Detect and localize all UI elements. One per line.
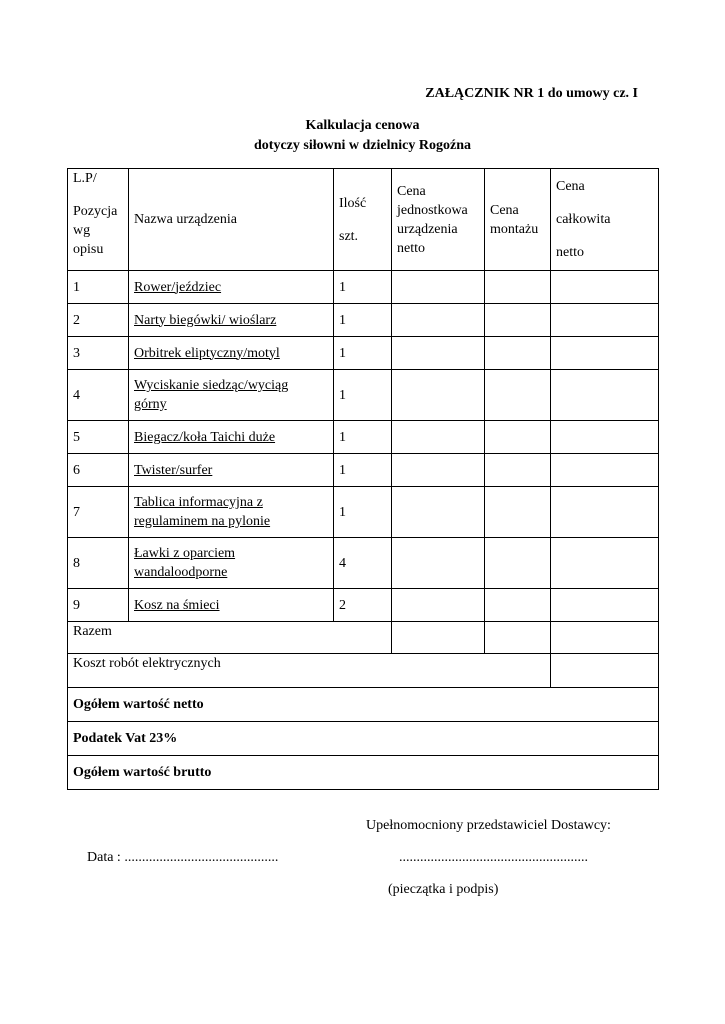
row-qty: 1: [334, 370, 392, 421]
gross-total-row: [68, 756, 659, 790]
date-field: Data : ............................................: [87, 850, 279, 865]
header-install-price: Cena montażu: [485, 169, 551, 271]
device-name-line: regulaminem na pylonie: [134, 514, 271, 529]
row-unit-price-cell[interactable]: [392, 337, 485, 370]
table-row: [68, 589, 659, 622]
document-title: Kalkulacja cenowa: [305, 118, 420, 133]
row-total-price-cell[interactable]: [551, 337, 659, 370]
row-install-price-cell[interactable]: [485, 487, 551, 538]
attachment-heading: ZAŁĄCZNIK NR 1 do umowy cz. I: [425, 86, 638, 101]
row-device-name: [129, 589, 334, 622]
device-name-line: Narty biegówki/ wioślarz: [134, 312, 277, 328]
row-device-name: [129, 487, 334, 538]
net-total-label: Ogółem wartość netto: [68, 688, 659, 722]
row-qty: 2: [334, 589, 392, 622]
device-name-line: Twister/surfer: [134, 462, 213, 478]
table-header-row: [68, 169, 659, 271]
row-device-name: [129, 370, 334, 421]
row-unit-price-cell[interactable]: [392, 589, 485, 622]
table-row: [68, 538, 659, 589]
sum-install-cell[interactable]: [485, 622, 551, 654]
row-total-price-cell[interactable]: [551, 271, 659, 304]
row-unit-price-cell[interactable]: [392, 421, 485, 454]
table-row: [68, 304, 659, 337]
table-row: [68, 337, 659, 370]
vat-row: [68, 722, 659, 756]
net-total-row: [68, 688, 659, 722]
sum-label: Razem: [68, 622, 392, 654]
row-device-name: [129, 421, 334, 454]
row-install-price-cell[interactable]: [485, 538, 551, 589]
price-calculation-table: [67, 168, 659, 790]
sum-total-cell[interactable]: [551, 622, 659, 654]
row-install-price-cell[interactable]: [485, 421, 551, 454]
row-qty: 1: [334, 337, 392, 370]
device-name-line: Wyciskanie siedząc/wyciąg: [134, 378, 289, 393]
representative-label: Upełnomocniony przedstawiciel Dostawcy:: [366, 818, 611, 833]
electrical-label: Koszt robót elektrycznych: [68, 654, 551, 688]
device-name-line: wandaloodporne: [134, 565, 228, 580]
row-qty: 1: [334, 271, 392, 304]
row-lp: 2: [68, 304, 129, 337]
header-qty: Ilość szt.: [334, 169, 392, 271]
row-total-price-cell[interactable]: [551, 538, 659, 589]
header-unit-price: Cena jednostkowa urządzenia netto: [392, 169, 485, 271]
row-lp: 5: [68, 421, 129, 454]
row-device-name: [129, 271, 334, 304]
device-name-line: Kosz na śmieci: [134, 597, 220, 613]
row-install-price-cell[interactable]: [485, 271, 551, 304]
row-total-price-cell[interactable]: [551, 589, 659, 622]
row-total-price-cell[interactable]: [551, 487, 659, 538]
sum-unit-cell[interactable]: [392, 622, 485, 654]
document-subtitle: dotyczy siłowni w dzielnicy Rogoźna: [254, 138, 471, 153]
table-row: [68, 487, 659, 538]
row-install-price-cell[interactable]: [485, 454, 551, 487]
row-qty: 1: [334, 454, 392, 487]
row-unit-price-cell[interactable]: [392, 271, 485, 304]
row-total-price-cell[interactable]: [551, 370, 659, 421]
row-device-name: [129, 304, 334, 337]
sum-row: [68, 622, 659, 654]
row-lp: 1: [68, 271, 129, 304]
row-unit-price-cell[interactable]: [392, 304, 485, 337]
row-unit-price-cell[interactable]: [392, 487, 485, 538]
row-unit-price-cell[interactable]: [392, 538, 485, 589]
table-row: [68, 454, 659, 487]
device-name-line: górny: [134, 397, 167, 412]
device-name-line: Ławki z oparciem: [134, 546, 236, 561]
row-install-price-cell[interactable]: [485, 304, 551, 337]
row-qty: 1: [334, 487, 392, 538]
row-lp: 7: [68, 487, 129, 538]
row-device-name: [129, 454, 334, 487]
header-lp: L.P/ Pozycja wg opisu: [68, 169, 129, 271]
row-total-price-cell[interactable]: [551, 304, 659, 337]
row-unit-price-cell[interactable]: [392, 454, 485, 487]
row-qty: 1: [334, 421, 392, 454]
row-lp: 3: [68, 337, 129, 370]
gross-total-label: Ogółem wartość brutto: [68, 756, 659, 790]
row-device-name: [129, 337, 334, 370]
device-name-line: Orbitrek eliptyczny/motyl: [134, 345, 280, 361]
row-lp: 9: [68, 589, 129, 622]
table-row: [68, 271, 659, 304]
row-total-price-cell[interactable]: [551, 421, 659, 454]
row-total-price-cell[interactable]: [551, 454, 659, 487]
vat-label: Podatek Vat 23%: [68, 722, 659, 756]
signature-line: ......................................................: [399, 850, 588, 865]
table-row: [68, 421, 659, 454]
device-name-line: Biegacz/koła Taichi duże: [134, 429, 276, 445]
row-lp: 6: [68, 454, 129, 487]
electrical-row: [68, 654, 659, 688]
row-device-name: [129, 538, 334, 589]
row-lp: 4: [68, 370, 129, 421]
row-unit-price-cell[interactable]: [392, 370, 485, 421]
device-name-line: Rower/jeździec: [134, 279, 222, 295]
electrical-value-cell[interactable]: [551, 654, 659, 688]
row-install-price-cell[interactable]: [485, 589, 551, 622]
device-name-line: Tablica informacyjna z: [134, 495, 263, 510]
row-lp: 8: [68, 538, 129, 589]
stamp-label: (pieczątka i podpis): [388, 882, 499, 897]
row-qty: 4: [334, 538, 392, 589]
row-install-price-cell[interactable]: [485, 337, 551, 370]
row-qty: 1: [334, 304, 392, 337]
table-row: [68, 370, 659, 421]
row-install-price-cell[interactable]: [485, 370, 551, 421]
header-name: Nazwa urządzenia: [129, 169, 334, 271]
header-total-price: Cena całkowita netto: [551, 169, 659, 271]
